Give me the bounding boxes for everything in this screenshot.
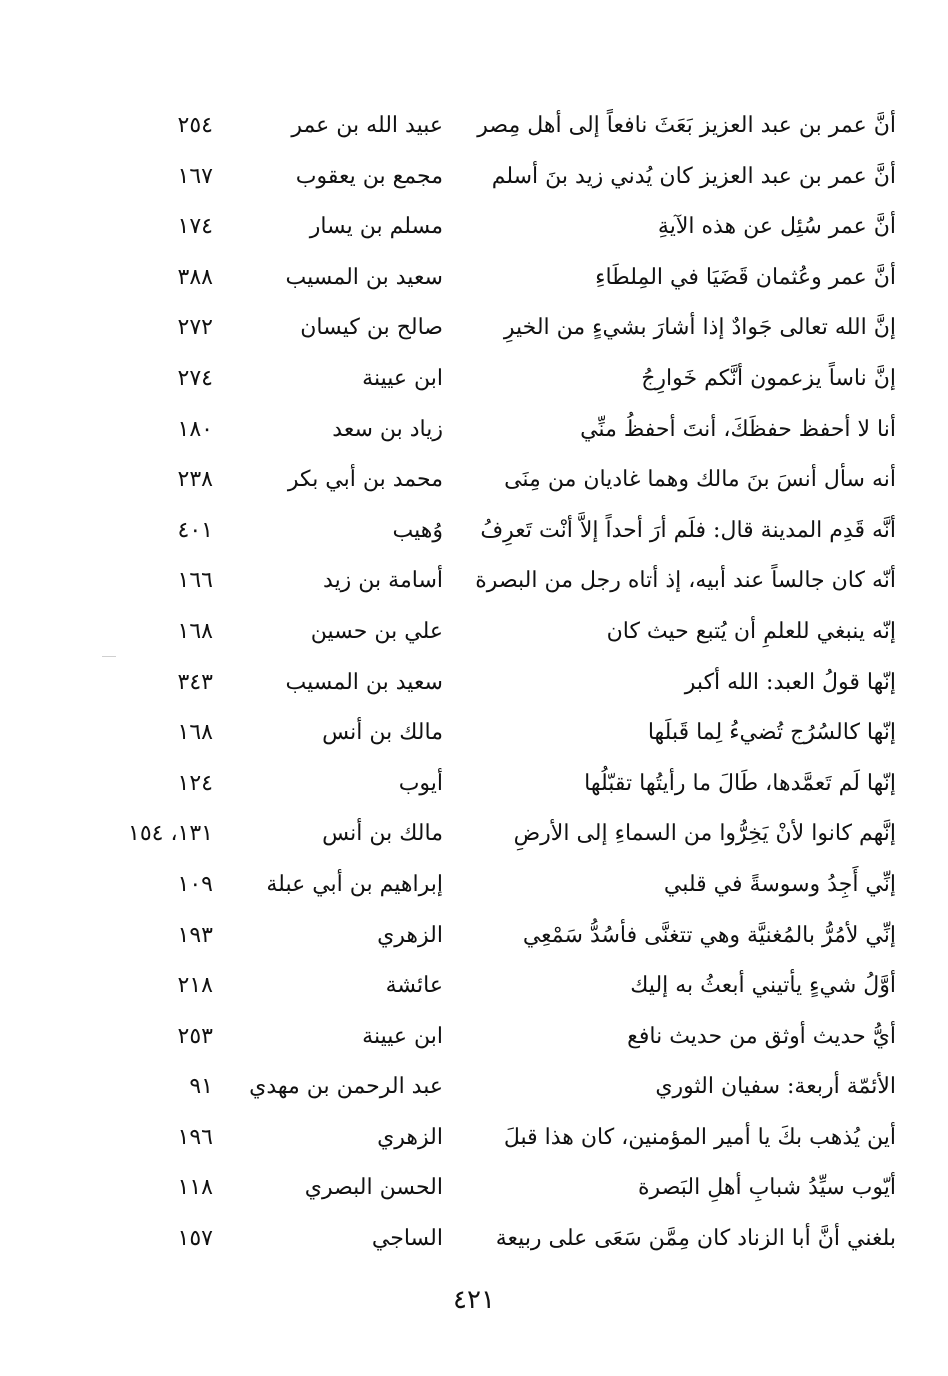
- hadith-text: أنّه كان جالساً عند أبيه، إذ أتاه رجل من البصرة: [475, 568, 896, 594]
- hadith-text: إنِّي أَجِدُ وسوسةً في قلبي: [663, 871, 896, 897]
- narrator-name: مالك بن أنس: [322, 821, 443, 847]
- narrator-name: عبيد الله بن عمر: [291, 113, 443, 138]
- page-refs: ٢٧٢: [177, 315, 213, 341]
- narrator-name: محمد بن أبي بكر: [287, 467, 443, 493]
- hadith-text: إنّها لَم تَعمَّدها، طَالَ ما رأيتُها تقبّلُها: [584, 770, 896, 796]
- page-refs: ١٦٧: [177, 163, 213, 189]
- page-refs: ١٧٤: [177, 214, 213, 240]
- page-refs: ٢١٨: [177, 973, 213, 999]
- narrator-name: الحسن البصري: [304, 1175, 443, 1201]
- page-refs: ١٠٩: [177, 871, 213, 897]
- hadith-text: أنه سأل أنسَ بنَ مالك وهما غاديان من مِنَى: [504, 467, 896, 493]
- hadith-text: بلغني أنَّ أبا الزناد كان مِمَّن سَعَى على ربيعة: [495, 1226, 896, 1252]
- page-refs: ٢٥٤: [177, 113, 213, 138]
- narrator-name: علي بن حسين: [310, 618, 443, 644]
- hadith-text: أنا لا أحفظ حفظَكَ، أنتَ أحفظُ منِّي: [580, 416, 896, 442]
- hadith-text: أنَّ عمر بن عبد العزيز بَعَثَ نافعاً إلى أهل مِصر: [477, 113, 896, 138]
- narrator-name: أيوب: [398, 770, 443, 796]
- index-row: [0, 962, 948, 1013]
- page-refs: ١٩٣: [177, 922, 213, 948]
- index-row: [0, 102, 948, 153]
- narrator-name: صالح بن كيسان: [300, 315, 443, 341]
- index-row: [0, 659, 948, 710]
- page-refs: ١١٨: [177, 1175, 213, 1201]
- narrator-name: مسلم بن يسار: [309, 214, 443, 240]
- narrator-name: الساجي: [371, 1226, 443, 1252]
- page-refs: ١٩٦: [177, 1124, 213, 1150]
- narrator-name: سعيد بن المسيب: [285, 669, 443, 695]
- hadith-text: إنِّي لأمُرُّ بالمُغنيَّة وهي تتغنَّى فأسُدُّ سَمْعِي: [522, 922, 896, 948]
- narrator-name: إبراهيم بن أبي عبلة: [266, 871, 443, 897]
- page-refs: ١٣١، ١٥٤: [128, 821, 213, 847]
- page-refs: ٢٣٨: [177, 467, 213, 493]
- narrator-name: الزهري: [377, 922, 443, 948]
- hadith-text: أيّوب سيِّدُ شبابِ أهلِ البَصرة: [638, 1175, 896, 1201]
- index-row: [0, 153, 948, 204]
- index-row: [0, 406, 948, 457]
- page-refs: ١٢٤: [177, 770, 213, 796]
- hadith-text: إنّها كالسُرُج تُضيءُ لِما قَبلَها: [647, 720, 896, 746]
- hadith-text: إنّه ينبغي للعلمِ أن يُتبع حيث كان: [606, 618, 896, 644]
- narrator-name: مالك بن أنس: [322, 720, 443, 746]
- index-row: [0, 304, 948, 355]
- narrator-name: ابن عيينة: [362, 1023, 443, 1049]
- hadith-text: إنَّهم كانوا لأنْ يَخِرُّوا من السماءِ إلى الأرضِ: [513, 821, 896, 847]
- hadith-text: إنَّ الله تعالى جَوادٌ إذا أشارَ بشيءٍ من الخيرِ: [503, 315, 896, 341]
- page-refs: ١٦٨: [177, 720, 213, 746]
- index-row: [0, 912, 948, 963]
- page-refs: ١٥٧: [177, 1226, 213, 1252]
- narrator-name: عبد الرحمن بن مهدي: [249, 1074, 443, 1100]
- hadith-text: الأئمّة أربعة: سفيان الثوري: [655, 1074, 896, 1100]
- page-refs: ٢٥٣: [177, 1023, 213, 1049]
- hadith-text: أنَّه قَدِم المدينة قال: فلَم أرَ أحداً إلاَّ أنْت تَعرِفُ: [480, 517, 896, 543]
- narrator-name: وُهيب: [392, 517, 443, 543]
- index-table: [0, 102, 948, 1266]
- index-row: [0, 608, 948, 659]
- index-row: [0, 709, 948, 760]
- page-refs: ١٦٨: [177, 618, 213, 644]
- hadith-text: أنَّ عمر سُئِل عن هذه الآيةِ: [657, 214, 896, 240]
- index-row: [0, 254, 948, 305]
- index-row: [0, 355, 948, 406]
- hadith-text: أنَّ عمر وعُثمان قَضَيَا في المِلطَاءِ: [595, 264, 896, 290]
- page-refs: ٣٨٨: [177, 264, 213, 290]
- hadith-text: أين يُذهب بكَ يا أمير المؤمنين، كان هذا قبلَ: [503, 1124, 896, 1150]
- hadith-text: إنّها قولُ العبد: الله أكبر: [684, 669, 896, 695]
- narrator-name: الزهري: [377, 1124, 443, 1150]
- page-refs: ٣٤٣: [177, 669, 213, 695]
- index-row: [0, 1013, 948, 1064]
- page-number: ٤٢١: [453, 1285, 495, 1315]
- page-refs: ٤٠١: [177, 517, 213, 543]
- index-row: [0, 810, 948, 861]
- narrator-name: مجمع بن يعقوب: [295, 163, 443, 189]
- index-row: [0, 507, 948, 558]
- page-refs: ١٨٠: [177, 416, 213, 442]
- index-row: [0, 1114, 948, 1165]
- page-refs: ٩١: [189, 1074, 213, 1100]
- hadith-text: أيُّ حديث أوثق من حديث نافع: [627, 1023, 896, 1049]
- index-row: [0, 1063, 948, 1114]
- index-row: [0, 1164, 948, 1215]
- index-row: [0, 760, 948, 811]
- index-row: [0, 456, 948, 507]
- narrator-name: ابن عيينة: [362, 365, 443, 391]
- narrator-name: سعيد بن المسيب: [285, 264, 443, 290]
- hadith-text: أنَّ عمر بن عبد العزيز كان يُدني زيد بنَ أسلم: [491, 163, 896, 189]
- narrator-name: أسامة بن زيد: [323, 568, 443, 594]
- narrator-name: زياد بن سعد: [332, 416, 443, 442]
- page-refs: ١٦٦: [177, 568, 213, 594]
- index-row: [0, 861, 948, 912]
- hadith-text: أوَّلُ شيءٍ يأتيني أبعثُ به إليك: [630, 973, 896, 999]
- hadith-text: إنَّ ناساً يزعمون أنَّكم خَوارِجُ: [641, 365, 896, 391]
- index-row: [0, 1215, 948, 1266]
- page-refs: ٢٧٤: [177, 365, 213, 391]
- index-row: [0, 557, 948, 608]
- index-row: [0, 203, 948, 254]
- narrator-name: عائشة: [385, 973, 443, 999]
